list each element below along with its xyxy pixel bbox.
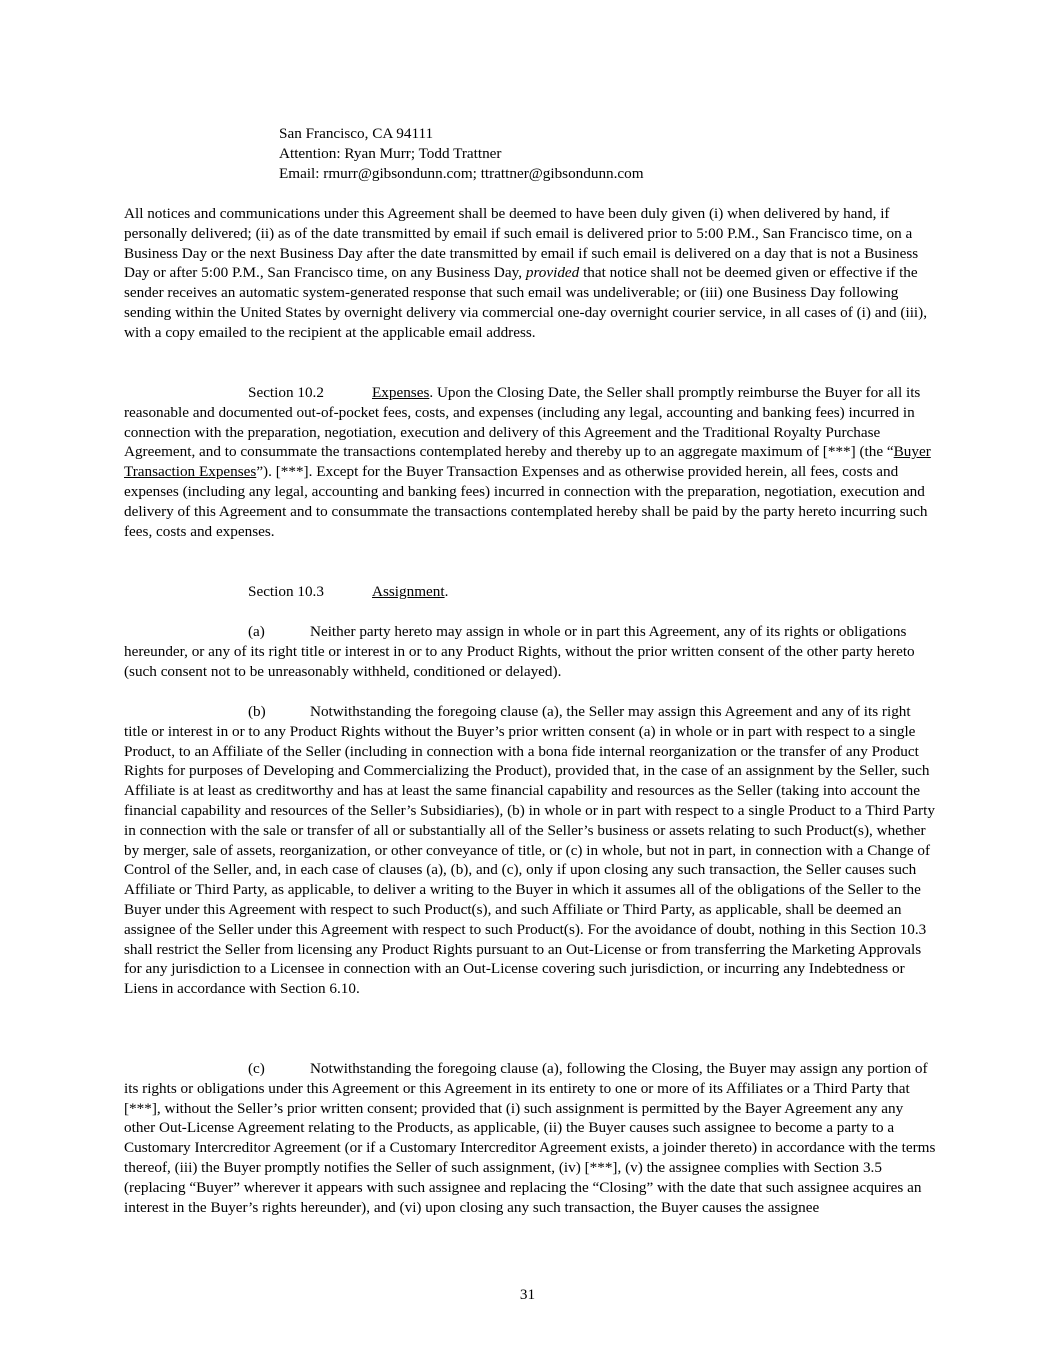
address-city-line: San Francisco, CA 94111 [279,125,434,142]
notices-provided-italic: provided [525,264,580,282]
clause-c-text: Notwithstanding the foregoing clause (a), following the Closing, the Buyer may assign any portion of its rights or obligations under this Agreement or this Agreement in its entirety to one or more of its Affiliates or a Third Party that [***], without the Seller’s prior written consent; provided that (i) such assignment is permitted by the Bayer Agreement any any other Out-License Agreement relating to the Products, as applicable, (ii) the Buyer causes such assignee to become a party to a Customary Intercreditor Agreement (or if a Customary Intercreditor Agreement exists, a joinder thereto) in accordance with the terms thereof, (iii) the Buyer promptly notifies the Seller of such assignment, (iv) [***], (v) the assignee complies with Section 3.5 (replacing “Buyer” wherever it appears with such assignee and replacing the “Closing” with the date that such assignee acquires an interest in the Buyer’s rights hereunder), and (vi) upon closing any such transaction, the Buyer causes the assignee [124,1060,936,1216]
section-10-2-text-part1: . Upon the Closing Date, the Seller shall promptly reimburse the Buyer for all its reasonable and documented out-of-pocket fees, costs, and expenses (including any legal, accounting and banking fees) incurred in connection with the preparation, negotiation, execution and delivery of this Agreement and the Traditional Royalty Purchase Agreement, and to consummate the transactions contemplated hereby and thereby up to an aggregate maximum of [***] (the “ [124,384,921,461]
section-10-2-text-part2: ”). [***]. Except for the Buyer Transaction Expenses and as otherwise provided herein, all fees, costs and expenses (including any legal, accounting and banking fees) incurred in connection with the preparation, negotiation, execution and delivery of this Agreement and to consummate the transactions contemplated hereby shall be paid by the party hereto incurring such fees, costs and expenses. [124,463,928,540]
notices-paragraph [124,204,936,343]
page-number: 31 [519,1286,536,1303]
clause-a-paragraph [124,622,936,681]
section-10-3-number: Section 10.3 [248,583,324,600]
section-10-2-number: Section 10.2 [248,384,324,401]
notices-text-start: All notices and communications under this Agreement shall be deemed to have been duly given (i) when delivered by hand, if personally delivered; (ii) as of the date transmitted by email if such email is delivered prior to 5:00 P.M., San Francisco time, on a Business Day or the next Business Day after the date transmitted by email if such email is delivered on a day that is not a Business Day or after 5:00 P.M., San Francisco time, on any Business Day, [124,205,919,282]
buyer-transaction-expenses-term: Buyer Transaction Expenses [124,443,931,481]
section-10-2-paragraph [124,383,936,541]
section-10-2-heading: Expenses [372,384,430,401]
section-10-3-period: . [444,583,449,600]
clause-c-label: (c) [248,1060,265,1077]
notices-text-end: that notice shall not be deemed given or effective if the sender receives an automatic system-generated response that such email was undeliverable; or (iii) one Business Day following sending within the United States by overnight delivery via commercial one-day overnight courier service, in all cases of (i) and (iii), with a copy emailed to the recipient at the applicable email address. [124,264,928,341]
address-email-line: Email: rmurr@gibsondunn.com; ttrattner@gibsondunn.com [279,165,644,182]
clause-b-label: (b) [248,703,266,720]
clause-b-text: Notwithstanding the foregoing clause (a), the Seller may assign this Agreement and any of its right title or interest in or to any Product Rights without the Buyer’s prior written consent (a) in whole or in part with respect to a single Product, to an Affiliate of the Seller (including in connection with a bona fide internal reorganization or the transfer of any Product Rights for purposes of Developing and Commercializing the Product), provided that, in the case of an assignment by the Seller, such Affiliate is at least as creditworthy and has at least the same financial capability and resources as the Seller (taking into account the financial capability and resources of the Seller’s Subsidiaries), (b) in whole or in part with respect to a single Product to a Third Party in connection with the sale or transfer of all or substantially all of the Seller’s business or assets relating to such Product(s), whether by merger, sale of assets, reorganization, or other conveyance of title, or (c) in whole, but not in part, in connection with a Change of Control of the Seller, and, in each case of clauses (a), (b), and (c), only if upon closing any such transaction, the Seller causes such Affiliate or Third Party, as applicable, to deliver a writing to the Buyer in which it assumes all of the obligations of the Seller to the Buyer under this Agreement with respect to such Product(s), and such Affiliate or Third Party, as applicable, shall be deemed an assignee of the Seller under this Agreement with respect to such Product(s). For the avoidance of doubt, nothing in this Section 10.3 shall restrict the Seller from licensing any Product Rights pursuant to an Out-License or from transferring the Marketing Approvals for any jurisdiction to a Licensee in connection with an Out-License covering such jurisdiction, or incurring any Indebtedness or Liens in accordance with Section 6.10. [124,703,935,998]
clause-b-paragraph [124,702,936,999]
clause-a-label: (a) [248,623,265,640]
section-10-3-heading: Assignment [372,583,445,600]
clause-a-text: Neither party hereto may assign in whole or in part this Agreement, any of its rights or obligations hereunder, or any of its right title or interest in or to any Product Rights, without the prior written consent of the other party hereto (such consent not to be unreasonably withheld, conditioned or delayed). [124,623,915,680]
section-10-3-heading-line [124,582,936,602]
address-attention-line: Attention: Ryan Murr; Todd Trattner [279,145,502,162]
clause-c-paragraph [124,1059,936,1217]
notice-address-block [279,124,644,184]
